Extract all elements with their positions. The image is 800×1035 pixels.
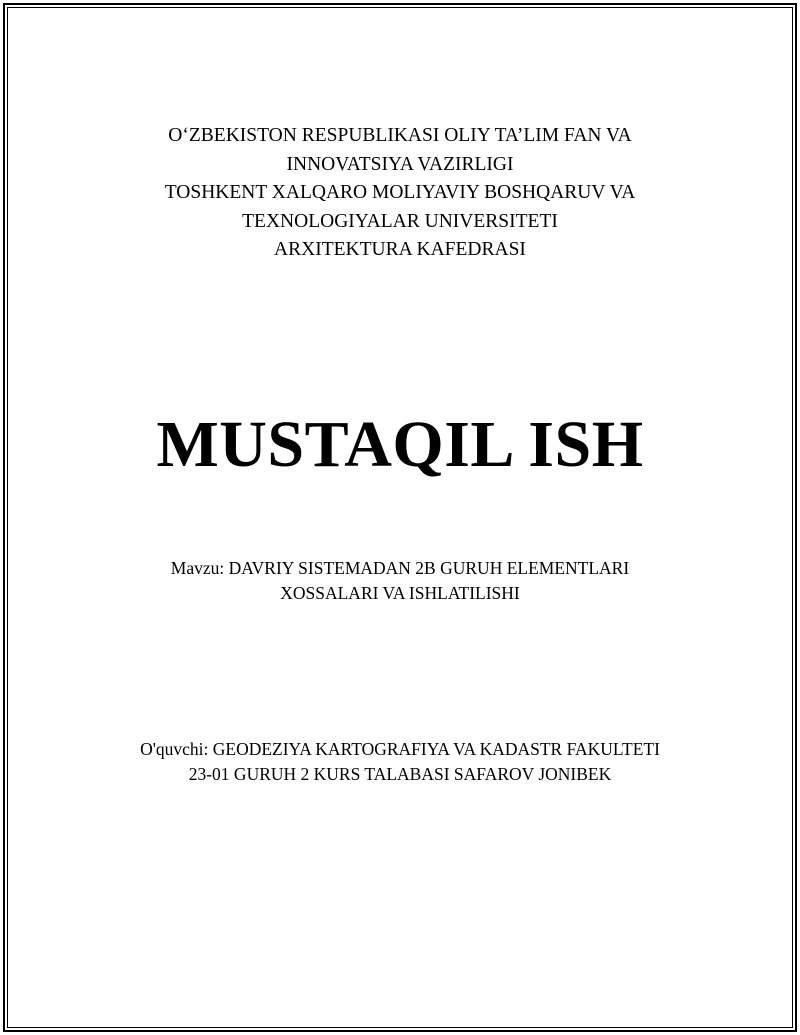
header-line: TOSHKENT XALQARO MOLIYAVIY BOSHQARUV VA bbox=[164, 182, 636, 203]
document-title: MUSTAQIL ISH bbox=[156, 408, 644, 481]
topic-block bbox=[0, 556, 800, 606]
topic-line: Mavzu: DAVRIY SISTEMADAN 2B GURUH ELEMENTLARI bbox=[170, 558, 630, 578]
student-line: 23-01 GURUH 2 KURS TALABASI SAFAROV JONIBEK bbox=[188, 764, 612, 784]
institution-header bbox=[0, 122, 800, 265]
student-line: O'quvchi: GEODEZIYA KARTOGRAFIYA VA KADASTR FAKULTETI bbox=[140, 739, 660, 759]
header-line: O‘ZBEKISTON RESPUBLIKASI OLIY TA’LIM FAN VA bbox=[168, 125, 632, 146]
header-line: TEXNOLOGIYALAR UNIVERSITETI bbox=[242, 210, 558, 232]
header-line: ARXITEKTURA KAFEDRASI bbox=[274, 239, 526, 260]
topic-line: XOSSALARI VA ISHLATILISHI bbox=[280, 583, 520, 603]
header-line: INNOVATSIYA VAZIRLIGI bbox=[286, 153, 514, 175]
student-block bbox=[0, 737, 800, 787]
